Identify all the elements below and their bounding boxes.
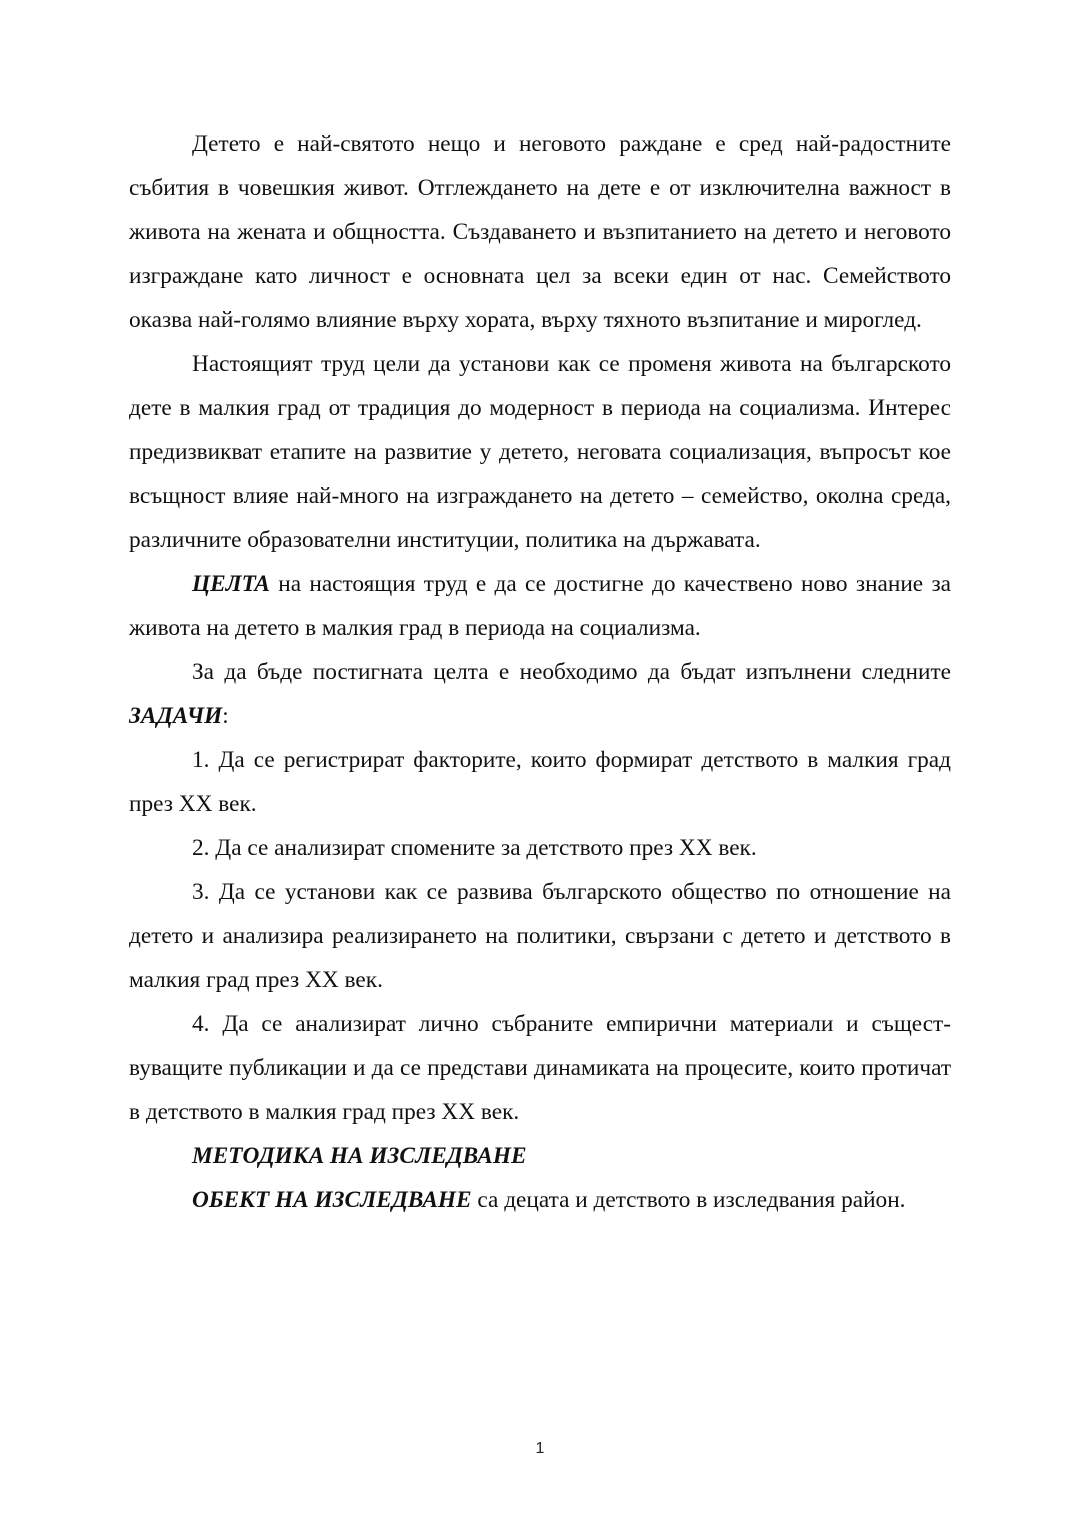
tasks-intro-paragraph bbox=[129, 650, 951, 738]
goal-text: на настоящия труд е да се достигне до качествено ново знание за живота на детето в малкия град в периода на социализма. bbox=[129, 571, 951, 641]
purpose-paragraph: Настоящият труд цели да установи как се променя живота на българското дете в малкия град от традиция до модерност в периода на социализма. Интерес предизвикват етапите на развитие у детето, неговата социализация, въпросът кое всъщност влияе най-много на изграждането на детето – семейство, околна среда, различните образователни институции, политика на държавата. bbox=[129, 351, 951, 553]
goal-paragraph bbox=[129, 562, 951, 650]
object-text: са децата и детството в изследвания район. bbox=[471, 1187, 906, 1213]
tasks-intro-colon: : bbox=[222, 703, 229, 729]
tasks-intro-text: За да бъде постигната целта е необходимо да бъдат изпълнени следните bbox=[192, 659, 951, 685]
task-item-1: 1. Да се регистрират факторите, които формират детството в малкия град през XX век. bbox=[129, 747, 951, 817]
goal-emphasis: ЦЕЛТА bbox=[192, 571, 270, 597]
intro-paragraph: Детето е най-святото нещо и неговото раждане е сред най-радостните събития в човешкия живот. Отглеждането на дете е от изключителна важност в живота на жената и общността. Създаването и възпитанието на детето и неговото изграждане като личност е основната цел за всеки един от нас. Семейството оказва най-голямо влияние върху хората, върху тяхното възпитание и мироглед. bbox=[129, 131, 951, 333]
document-body bbox=[129, 122, 951, 1222]
task-item-2: 2. Да се анализират спомените за детството през XX век. bbox=[192, 835, 757, 861]
object-paragraph bbox=[129, 1178, 951, 1222]
object-emphasis: ОБЕКТ НА ИЗСЛЕДВАНЕ bbox=[192, 1187, 472, 1213]
page-number: 1 bbox=[535, 1440, 545, 1457]
task-item-3: 3. Да се установи как се развива българското общество по отношение на детето и анализира реализирането на политики, свързани с детето и детството в малкия град през XX век. bbox=[129, 879, 951, 993]
tasks-emphasis: ЗАДАЧИ bbox=[129, 703, 223, 729]
task-item-4: 4. Да се анализират лично събраните емпирични материали и съществуващите публикации и да се представи динамиката на процесите, които протичат в детството в малкия град през XX век. bbox=[129, 1011, 951, 1125]
methodology-heading: МЕТОДИКА НА ИЗСЛЕДВАНЕ bbox=[192, 1143, 527, 1169]
